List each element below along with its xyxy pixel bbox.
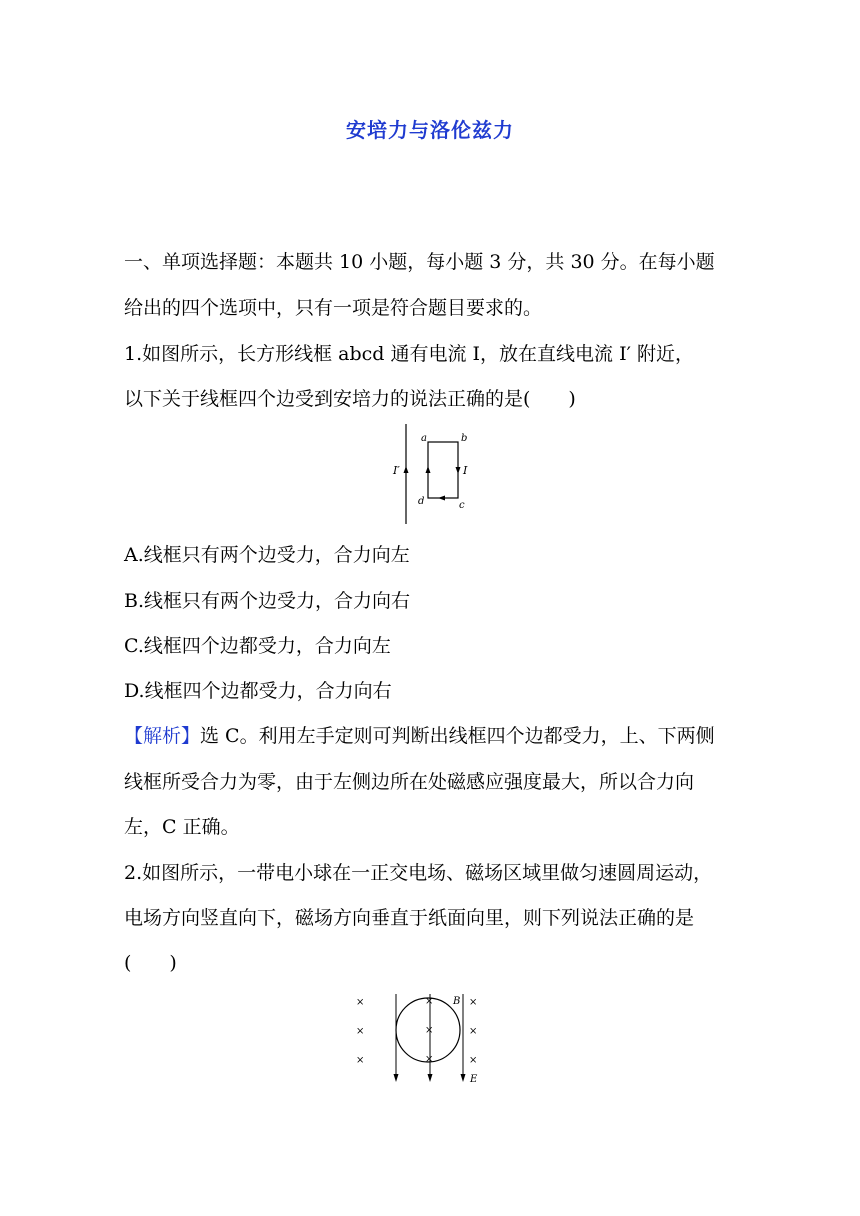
cross-mark-1: × xyxy=(356,997,365,1008)
corner-b-label: b xyxy=(461,433,468,444)
question-2-figure xyxy=(350,990,490,1090)
option-c: C.线框四个边都受力，合力向左 xyxy=(124,635,391,657)
cross-mark-5: × xyxy=(425,1025,434,1036)
field-arrow-left-icon xyxy=(394,1074,399,1082)
analysis-line-3: 左，C 正确。 xyxy=(124,816,240,838)
field-arrow-middle-icon xyxy=(428,1074,433,1082)
option-a: A.线框只有两个边受力，合力向左 xyxy=(124,544,410,566)
cross-mark-3: × xyxy=(356,1055,365,1066)
question-2-line-1: 2.如图所示，一带电小球在一正交电场、磁场区域里做匀速圆周运动， xyxy=(124,862,713,884)
section-heading-line-1: 一、单项选择题：本题共 10 小题，每小题 3 分，共 30 分。在每小题 xyxy=(124,251,715,273)
question-2-line-2: 电场方向竖直向下，磁场方向垂直于纸面向里，则下列说法正确的是 xyxy=(124,907,695,929)
analysis-line-2: 线框所受合力为零，由于左侧边所在处磁感应强度最大，所以合力向 xyxy=(124,771,695,793)
analysis-line-1-text: 选 C。利用左手定则可判断出线框四个边都受力，上、下两侧 xyxy=(200,725,715,747)
analysis-line-1 xyxy=(124,724,715,748)
loop-bottom-arrow-icon xyxy=(438,496,445,501)
field-arrow-right-icon xyxy=(461,1074,466,1082)
rectangular-loop xyxy=(428,442,458,498)
analysis-tag: 【解析】 xyxy=(124,725,201,747)
magnetic-field-label: B xyxy=(453,996,461,1007)
electric-field-label: E xyxy=(470,1074,478,1085)
wire-current-arrow-icon xyxy=(404,466,409,473)
page-title: 安培力与洛伦兹力 xyxy=(346,118,514,142)
cross-mark-8: × xyxy=(469,1026,478,1037)
cross-mark-7: × xyxy=(469,997,478,1008)
loop-right-arrow-icon xyxy=(456,467,461,474)
corner-a-label: a xyxy=(421,433,427,444)
question-2-line-3: ( ) xyxy=(124,952,177,974)
wire-current-label: I′ xyxy=(393,464,400,477)
loop-left-arrow-icon xyxy=(426,466,431,473)
question-1-line-2: 以下关于线框四个边受到安培力的说法正确的是( ) xyxy=(124,388,576,410)
option-b: B.线框只有两个边受力，合力向右 xyxy=(124,590,411,612)
corner-d-label: d xyxy=(418,496,425,507)
loop-current-label: I xyxy=(463,464,468,477)
option-d: D.线框四个边都受力，合力向右 xyxy=(124,680,392,702)
cross-mark-6: × xyxy=(425,1054,434,1065)
cross-mark-9: × xyxy=(469,1055,478,1066)
corner-c-label: c xyxy=(459,500,465,511)
question-1-line-1: 1.如图所示，长方形线框 abcd 通有电流 I，放在直线电流 I′ 附近， xyxy=(124,343,694,365)
cross-mark-2: × xyxy=(356,1026,365,1037)
cross-mark-4: × xyxy=(425,996,434,1007)
section-heading-line-2: 给出的四个选项中，只有一项是符合题目要求的。 xyxy=(124,297,543,319)
question-1-figure xyxy=(380,422,490,526)
